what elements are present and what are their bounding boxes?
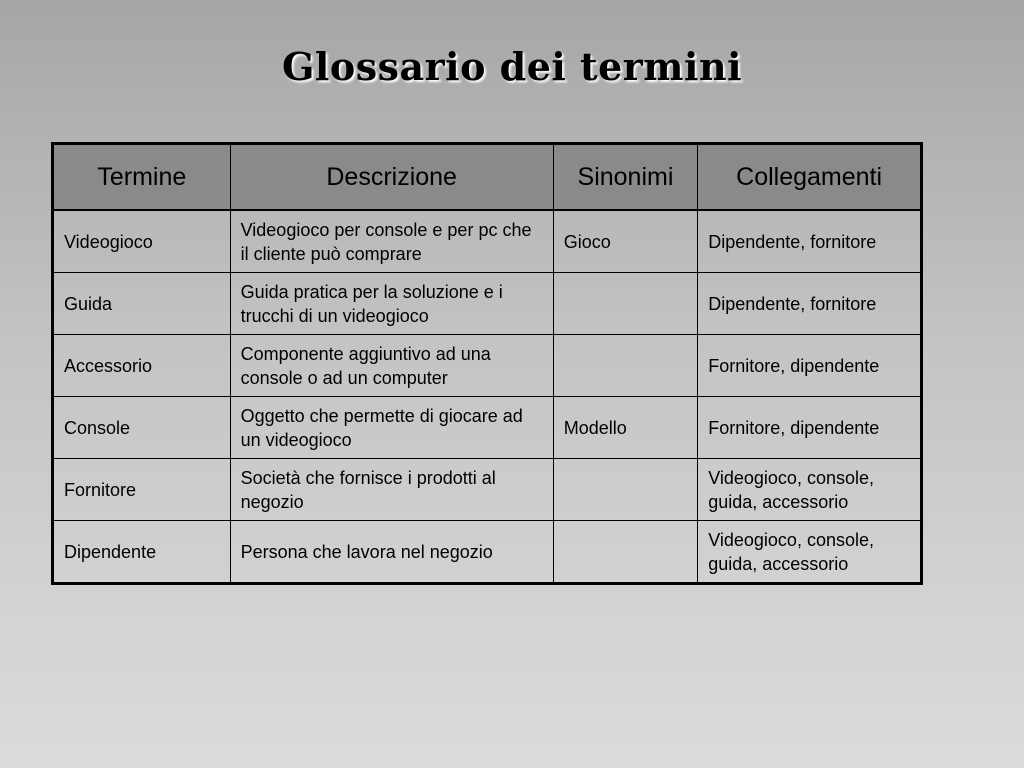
- cell-synonyms: [553, 335, 697, 397]
- cell-links: Videogioco, console, guida, accessorio: [698, 459, 922, 521]
- cell-links: Fornitore, dipendente: [698, 397, 922, 459]
- header-description: Descrizione: [230, 144, 553, 211]
- cell-synonyms: Gioco: [553, 210, 697, 273]
- cell-synonyms: [553, 273, 697, 335]
- table-row: [53, 459, 922, 521]
- cell-term: Dipendente: [53, 521, 231, 584]
- table-row: [53, 273, 922, 335]
- cell-links: Videogioco, console, guida, accessorio: [698, 521, 922, 584]
- header-term: Termine: [53, 144, 231, 211]
- cell-description: Oggetto che permette di giocare ad un videogioco: [230, 397, 553, 459]
- cell-description: Persona che lavora nel negozio: [230, 521, 553, 584]
- cell-description: Videogioco per console e per pc che il cliente può comprare: [230, 210, 553, 273]
- table-row: [53, 335, 922, 397]
- cell-term: Accessorio: [53, 335, 231, 397]
- cell-term: Console: [53, 397, 231, 459]
- cell-description: Componente aggiuntivo ad una console o ad un computer: [230, 335, 553, 397]
- table-row: [53, 397, 922, 459]
- table-row: [53, 521, 922, 584]
- slide-title: Glossario dei termini: [281, 44, 743, 89]
- cell-description: Società che fornisce i prodotti al negozio: [230, 459, 553, 521]
- glossary-table: [51, 142, 923, 585]
- cell-synonyms: [553, 459, 697, 521]
- table-header-row: [53, 144, 922, 211]
- cell-links: Dipendente, fornitore: [698, 273, 922, 335]
- cell-term: Guida: [53, 273, 231, 335]
- header-links: Collegamenti: [698, 144, 922, 211]
- cell-term: Videogioco: [53, 210, 231, 273]
- cell-description: Guida pratica per la soluzione e i trucchi di un videogioco: [230, 273, 553, 335]
- cell-links: Dipendente, fornitore: [698, 210, 922, 273]
- header-synonyms: Sinonimi: [553, 144, 697, 211]
- cell-synonyms: [553, 521, 697, 584]
- cell-synonyms: Modello: [553, 397, 697, 459]
- cell-links: Fornitore, dipendente: [698, 335, 922, 397]
- table-row: [53, 210, 922, 273]
- cell-term: Fornitore: [53, 459, 231, 521]
